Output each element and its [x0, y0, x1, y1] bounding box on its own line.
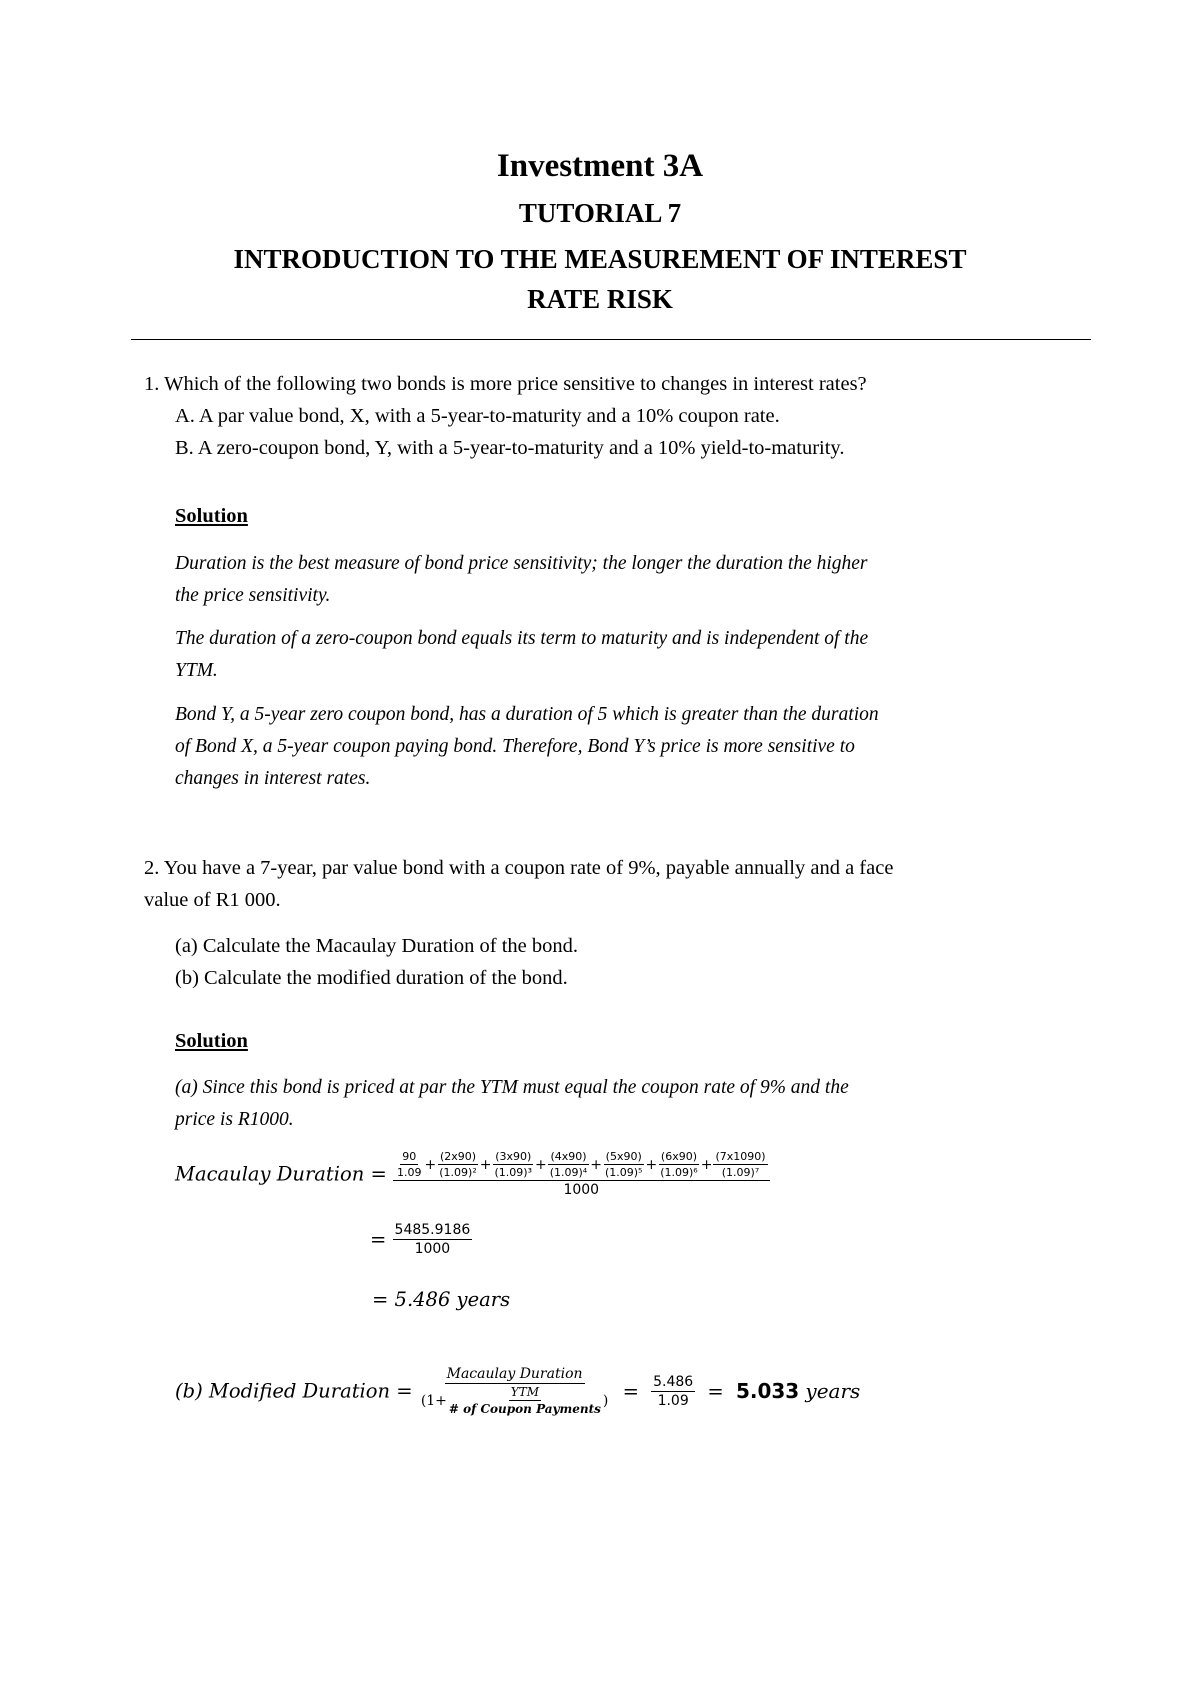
step2-fraction: [393, 1222, 473, 1257]
q2-solution-heading: Solution: [175, 1030, 248, 1052]
step2-denominator: 1000: [414, 1241, 451, 1257]
q2-question-line2: value of R1 000.: [144, 889, 281, 911]
macaulay-term: [493, 1150, 535, 1179]
q1-option-a: A. A par value bond, X, with a 5-year-to-maturity and a 10% coupon rate.: [175, 405, 780, 427]
term-denominator: (1.09)⁶: [660, 1166, 698, 1179]
macaulay-terms: [393, 1150, 770, 1181]
term-numerator: (2x90): [439, 1150, 477, 1163]
step2-equals: =: [370, 1228, 387, 1251]
modified-duration-equation: [175, 1366, 860, 1416]
plus-sign: +: [645, 1156, 658, 1173]
term-denominator: 1.09: [397, 1166, 422, 1179]
q1-solution-p3-line2: of Bond X, a 5-year coupon paying bond. Therefore, Bond Y’s price is more sensitive to: [175, 736, 855, 757]
modified-label: (b) Modified Duration =: [175, 1379, 413, 1403]
modified-value-fraction: [651, 1374, 695, 1409]
q1-solution-p2-line2: YTM.: [175, 660, 218, 681]
q1-solution-p1-line2: the price sensitivity.: [175, 585, 331, 606]
macaulay-term: [548, 1150, 590, 1179]
q2-question-line1: 2. You have a 7-year, par value bond with a coupon rate of 9%, payable annually and a face: [144, 857, 894, 879]
plus-sign: +: [590, 1156, 602, 1173]
modified-value-denominator: 1.09: [657, 1392, 689, 1409]
macaulay-equation: [175, 1150, 770, 1198]
term-denominator: (1.09)⁴: [549, 1166, 588, 1179]
topic-title-line2: RATE RISK: [527, 284, 673, 314]
modified-main-fraction: [419, 1366, 611, 1416]
plus-sign: +: [424, 1156, 437, 1173]
modified-inner-fraction: [447, 1385, 603, 1416]
plus-sign: +: [700, 1156, 713, 1173]
modified-numerator: Macaulay Duration: [446, 1366, 583, 1382]
macaulay-term: [395, 1150, 424, 1179]
plus-sign: +: [535, 1156, 547, 1173]
q2-part-b: (b) Calculate the modified duration of the bond.: [175, 967, 568, 989]
q1-solution-p3-line1: Bond Y, a 5-year zero coupon bond, has a duration of 5 which is greater than the duration: [175, 704, 879, 725]
macaulay-term: [713, 1150, 767, 1179]
modified-unit: years: [805, 1379, 861, 1403]
topic-title-line1: INTRODUCTION TO THE MEASUREMENT OF INTEREST: [233, 244, 967, 274]
modified-den-prefix: (1+: [420, 1392, 447, 1409]
term-numerator: (4x90): [550, 1150, 587, 1163]
q1-solution-p3-line3: changes in interest rates.: [175, 768, 371, 789]
inner-numerator: YTM: [510, 1385, 540, 1399]
term-numerator: (3x90): [495, 1150, 532, 1163]
term-numerator: (6x90): [660, 1150, 697, 1163]
tutorial-title: TUTORIAL 7: [518, 198, 682, 228]
macaulay-denominator: 1000: [563, 1182, 600, 1198]
term-denominator: (1.09)²: [439, 1166, 477, 1179]
q2-solution-line1: (a) Since this bond is priced at par the YTM must equal the coupon rate of 9% and the: [175, 1077, 849, 1098]
macaulay-term: [658, 1150, 700, 1179]
term-numerator: (7x1090): [715, 1150, 766, 1163]
q1-solution-p1-line1: Duration is the best measure of bond price sensitivity; the longer the duration the higher: [175, 553, 868, 574]
macaulay-label: Macaulay Duration =: [175, 1162, 387, 1186]
plus-sign: +: [479, 1156, 492, 1173]
modified-denominator: [419, 1384, 611, 1416]
modified-equals-1: =: [622, 1379, 639, 1403]
macaulay-result: = 5.486 years: [372, 1288, 511, 1311]
macaulay-step2: [370, 1222, 472, 1257]
macaulay-main-fraction: [393, 1150, 770, 1198]
q1-solution-heading: Solution: [175, 505, 248, 527]
q2-solution-line2: price is R1000.: [175, 1109, 294, 1130]
modified-value-numerator: 5.486: [653, 1373, 694, 1390]
term-denominator: (1.09)⁷: [721, 1166, 760, 1179]
term-numerator: (5x90): [605, 1150, 642, 1163]
q1-solution-p2-line1: The duration of a zero-coupon bond equals its term to maturity and is independent of the: [175, 628, 869, 649]
modified-result: 5.033: [735, 1379, 800, 1403]
term-denominator: (1.09)⁵: [604, 1166, 643, 1179]
course-title: Investment 3A: [496, 148, 704, 184]
q1-question: 1. Which of the following two bonds is more price sensitive to changes in interest rates?: [144, 373, 867, 395]
term-numerator: 90: [402, 1150, 417, 1163]
macaulay-term: [603, 1150, 645, 1179]
q2-part-a: (a) Calculate the Macaulay Duration of the bond.: [175, 935, 579, 957]
macaulay-term: [437, 1150, 479, 1179]
step2-numerator: 5485.9186: [394, 1222, 471, 1238]
modified-den-suffix: ): [602, 1392, 609, 1409]
q1-option-b: B. A zero-coupon bond, Y, with a 5-year-to-maturity and a 10% yield-to-maturity.: [175, 437, 845, 459]
modified-equals-2: =: [707, 1379, 724, 1403]
inner-denominator: # of Coupon Payments: [448, 1402, 601, 1416]
header-divider: [131, 339, 1091, 340]
term-denominator: (1.09)³: [494, 1166, 532, 1179]
